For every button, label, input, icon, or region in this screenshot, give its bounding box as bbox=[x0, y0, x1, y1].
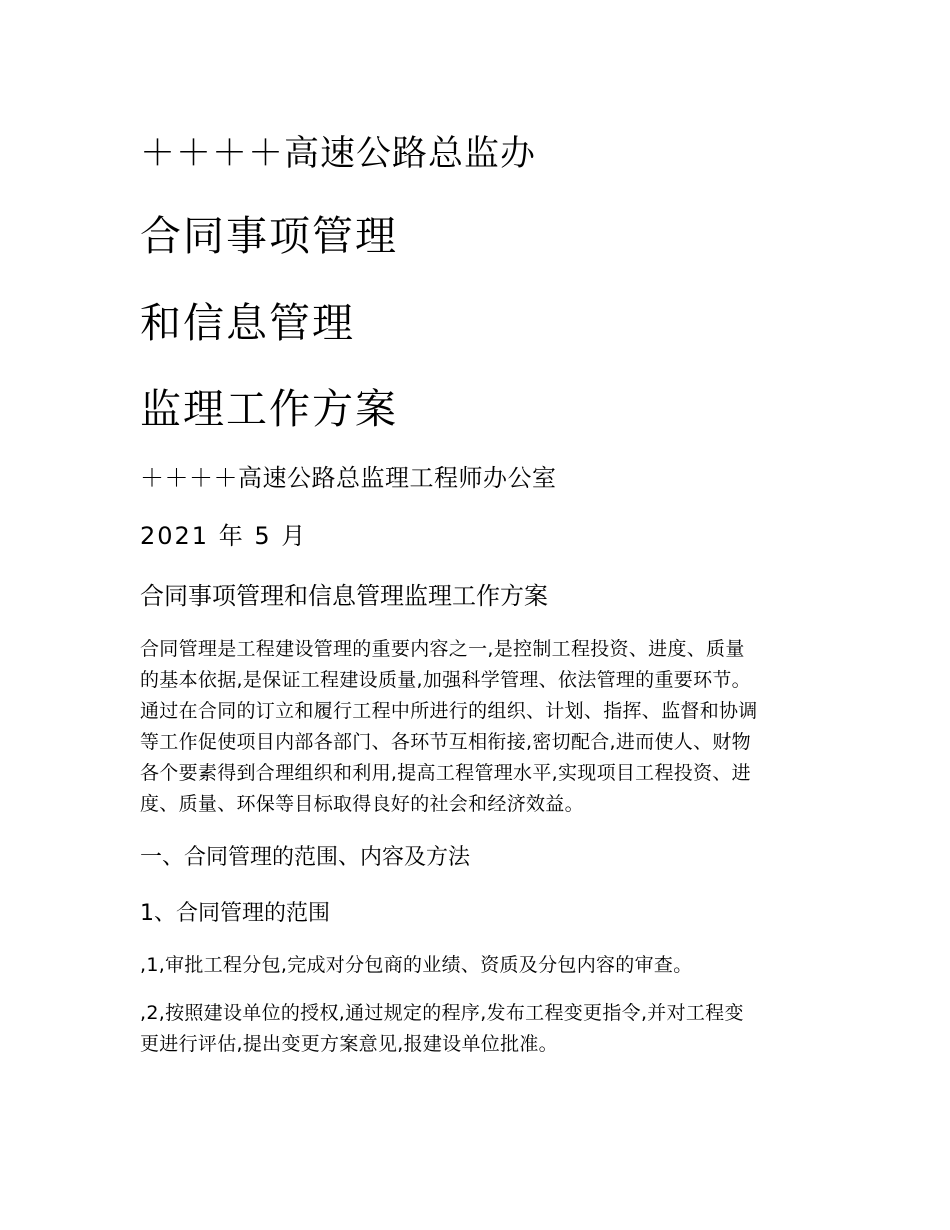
intro-line: 合同管理是工程建设管理的重要内容之一,是控制工程投资、进度、质量 bbox=[140, 638, 745, 660]
intro-line: 通过在合同的订立和履行工程中所进行的组织、计划、指挥、监督和协调 bbox=[140, 700, 758, 722]
scope-item-2 bbox=[140, 998, 820, 1060]
document-date: 2021 年 5 月 bbox=[140, 522, 308, 550]
scope-item-1 bbox=[140, 950, 820, 981]
scope-item-2-line: 更进行评估,提出变更方案意见,报建设单位批准。 bbox=[140, 1033, 558, 1055]
main-title-line-3: 监理工作方案 bbox=[140, 385, 398, 433]
office-name: ＋＋＋＋高速公路总监理工程师办公室 bbox=[140, 464, 557, 492]
intro-line: 各个要素得到合理组织和利用,提高工程管理水平,实现项目工程投资、进 bbox=[140, 762, 751, 784]
intro-paragraph bbox=[140, 634, 820, 820]
scope-item-1-line: ,1,审批工程分包,完成对分包商的业绩、资质及分包内容的审查。 bbox=[140, 954, 693, 976]
scope-item-2-line: ,2,按照建设单位的授权,通过规定的程序,发布工程变更指令,并对工程变 bbox=[140, 1002, 744, 1024]
subsection-1-title: 1、合同管理的范围 bbox=[140, 901, 330, 926]
section-1-title: 一、合同管理的范围、内容及方法 bbox=[140, 845, 471, 870]
main-title-line-1: 合同事项管理 bbox=[140, 212, 398, 260]
intro-line: 度、质量、环保等目标取得良好的社会和经济效益。 bbox=[140, 793, 584, 815]
organization-title: ＋＋＋＋高速公路总监办 bbox=[140, 134, 537, 174]
document-heading: 合同事项管理和信息管理监理工作方案 bbox=[140, 582, 548, 610]
main-title-line-2: 和信息管理 bbox=[140, 299, 355, 347]
intro-line: 等工作促使项目内部各部门、各环节互相衔接,密切配合,进而使人、财物 bbox=[140, 731, 751, 753]
intro-line: 的基本依据,是保证工程建设质量,加强科学管理、依法管理的重要环节。 bbox=[140, 669, 751, 691]
